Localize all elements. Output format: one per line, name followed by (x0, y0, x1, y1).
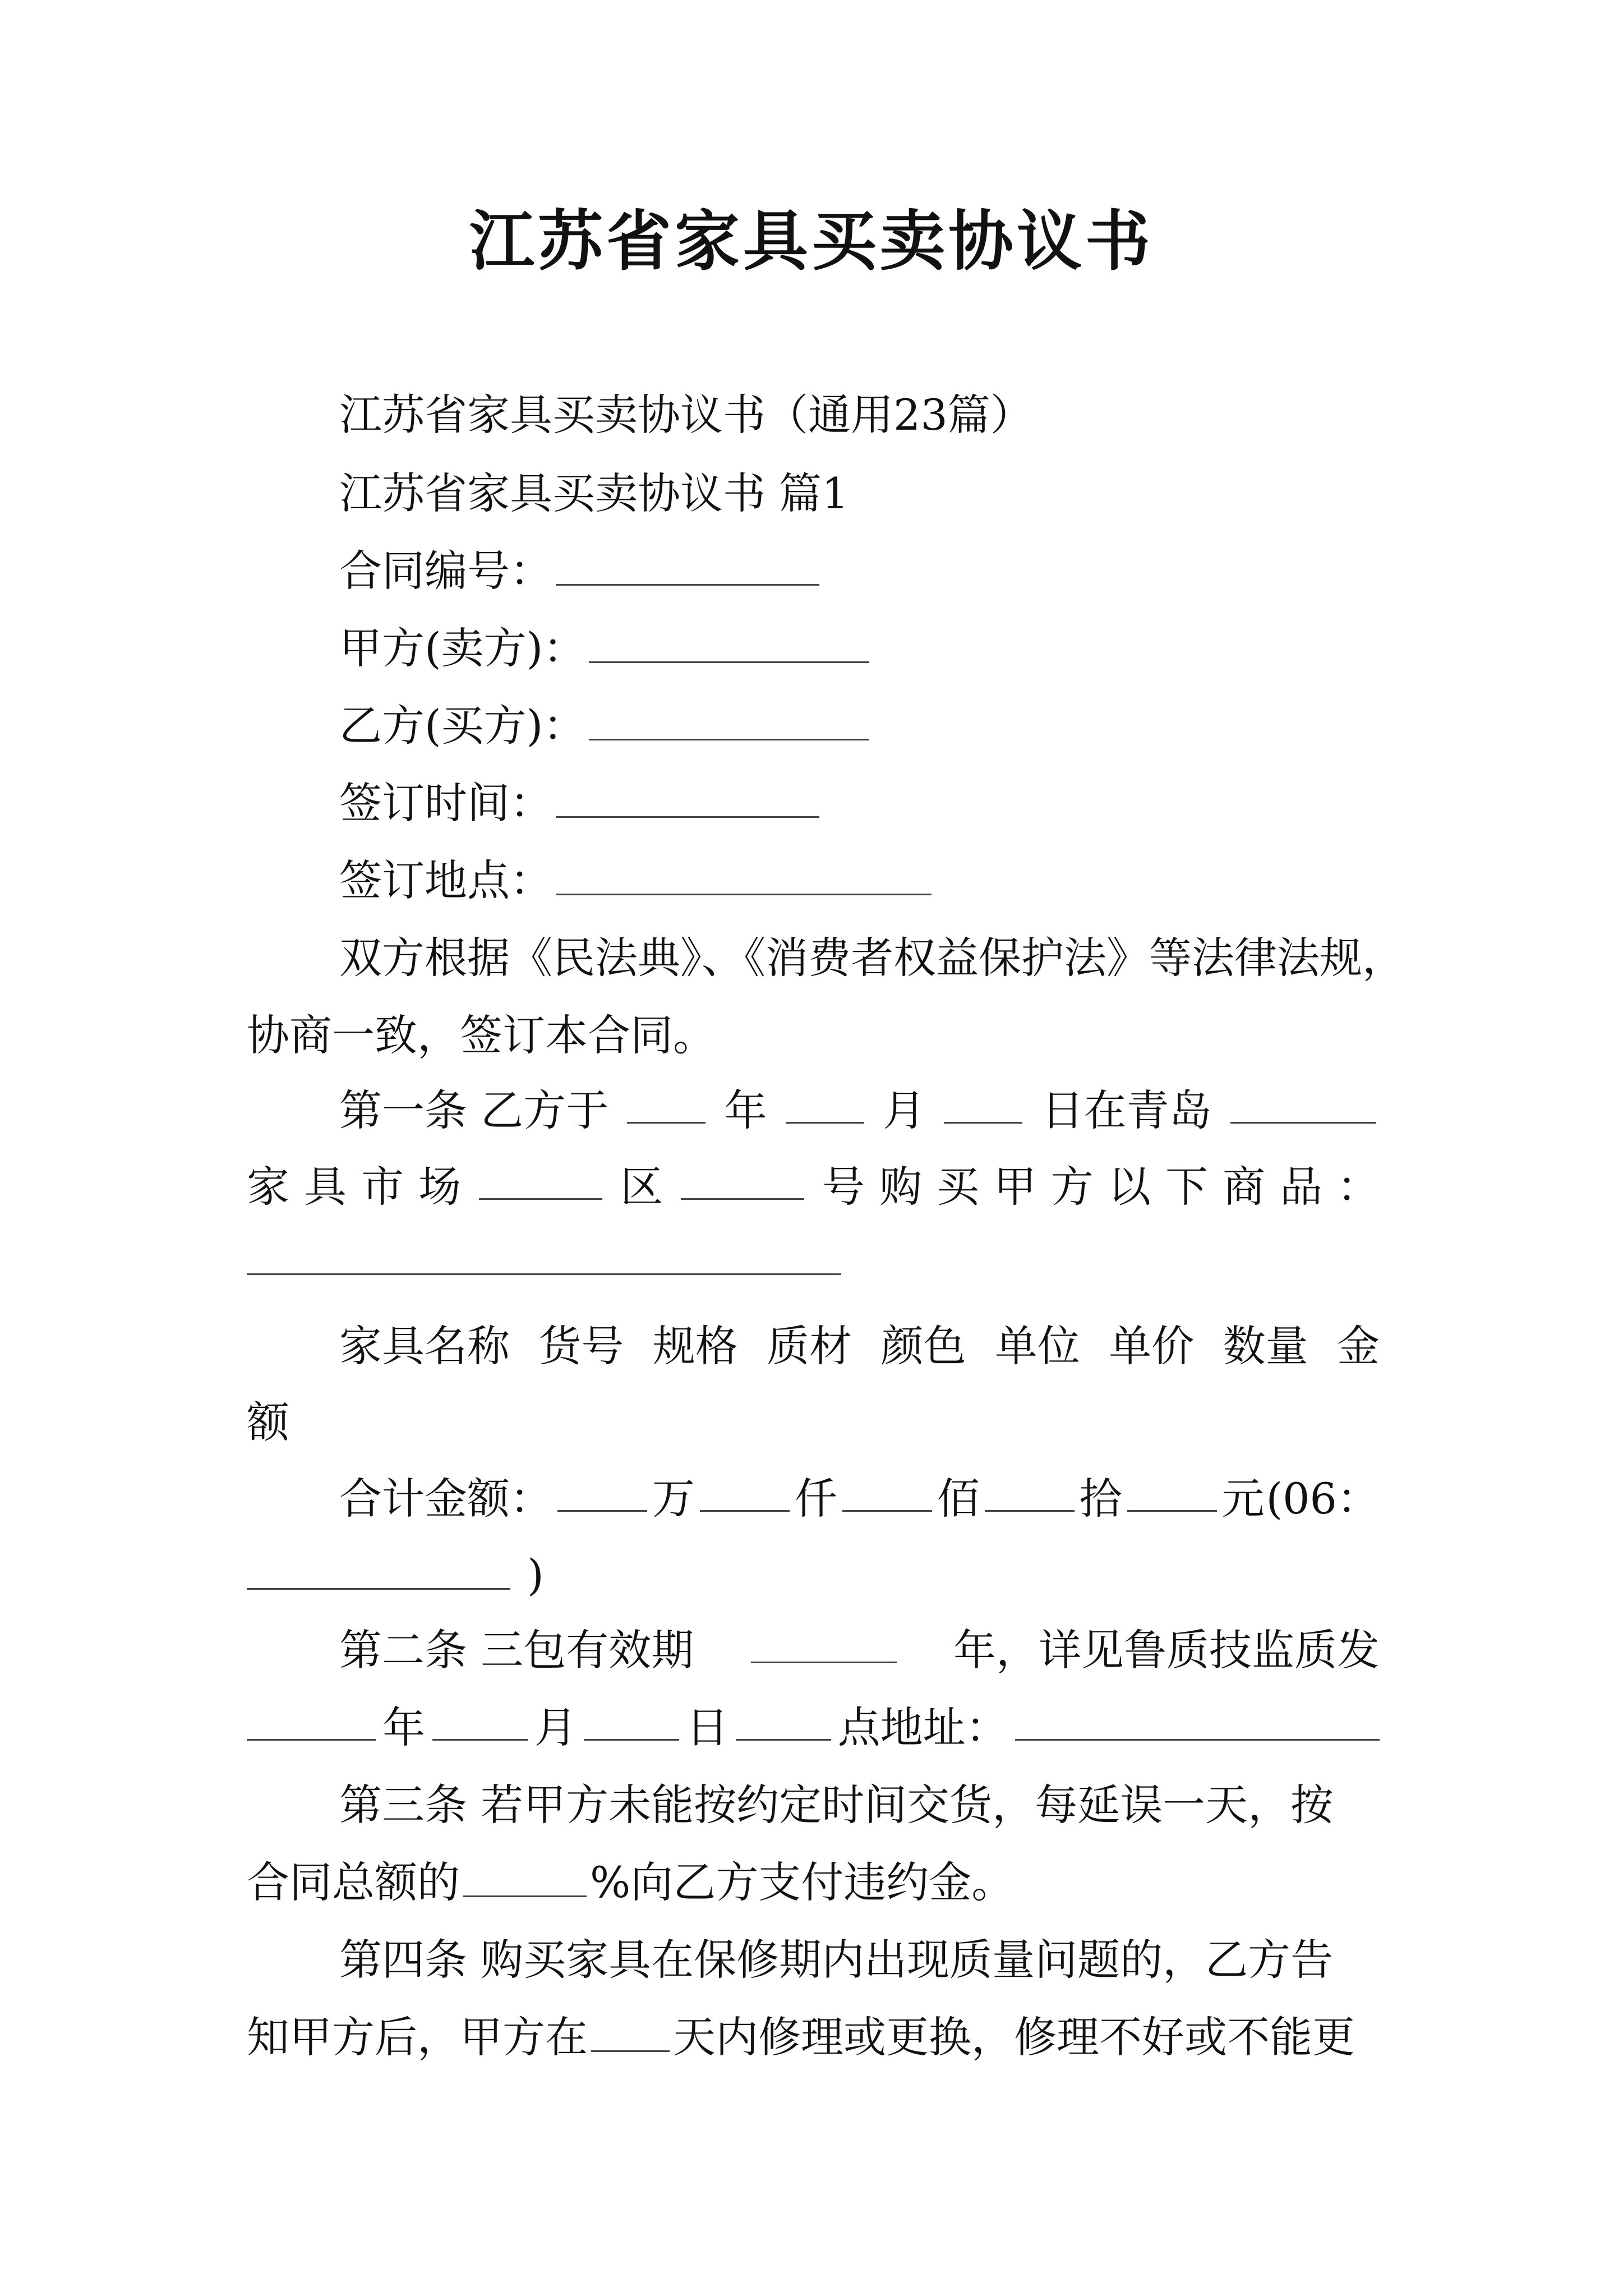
party-a-line (339, 620, 873, 677)
number-blank (681, 1159, 804, 1200)
char: 家 (247, 1162, 289, 1212)
col-qty: 数量 (1223, 1321, 1308, 1371)
char: 区 (620, 1162, 663, 1212)
party-b-blank (589, 700, 869, 740)
article-2-addr: 点地址： (837, 1703, 1008, 1752)
article-1-start: 第一条 乙方于 (339, 1085, 609, 1135)
char: 品 (1280, 1162, 1322, 1212)
sign-time-label: 签订时间： (339, 778, 552, 828)
char: 购 (879, 1162, 922, 1212)
party-a-blank (589, 622, 869, 663)
a2-point-blank (736, 1700, 831, 1741)
col-price: 单价 (1109, 1321, 1195, 1371)
char: 以 (1108, 1162, 1151, 1212)
wan-blank (557, 1471, 647, 1512)
char: 号 (822, 1162, 865, 1212)
article-2-line-1 (339, 1622, 1380, 1678)
char: 下 (1165, 1162, 1208, 1212)
year-blank (627, 1083, 706, 1124)
sign-place-line (339, 853, 935, 909)
article-2-month: 月 (534, 1703, 577, 1752)
article-3-line-2a: 合同总额的 (247, 1857, 460, 1907)
article-3-line-2b: %向乙方支付违约金。 (590, 1857, 1015, 1907)
a2-day-blank (584, 1700, 679, 1741)
article-1-line-1 (339, 1083, 1380, 1139)
sign-time-blank (556, 777, 819, 818)
article-4-line-1: 第四条 购买家具在保修期内出现质量问题的，乙方告 (339, 1935, 1334, 1985)
contract-no-label: 合同编号： (339, 546, 552, 596)
article-2-line-2 (247, 1700, 1380, 1756)
total-wan: 万 (652, 1474, 695, 1524)
sign-time-line (339, 775, 823, 831)
shi-blank (985, 1471, 1075, 1512)
char: 买 (937, 1162, 979, 1212)
party-a-label: 甲方(卖方)： (339, 623, 586, 673)
col-item-no: 货号 (538, 1321, 624, 1371)
document-title: 江苏省家具买卖协议书 (469, 203, 1154, 279)
market-blank (1230, 1083, 1376, 1124)
goods-table-header-wrap: 额 (247, 1397, 289, 1447)
char: 甲 (994, 1162, 1036, 1212)
yuan-blank (1127, 1471, 1217, 1512)
warranty-years-blank (751, 1622, 897, 1663)
zone-blank (479, 1159, 602, 1200)
char: 方 (1051, 1162, 1094, 1212)
col-unit: 单位 (994, 1321, 1080, 1371)
col-name: 家具名称 (339, 1321, 510, 1371)
article-4-line-2 (247, 2009, 1355, 2065)
article-4-line-2b: 天内修理或更换，修理不好或不能更 (673, 2012, 1355, 2062)
contract-no-blank (556, 545, 819, 586)
party-b-line (339, 698, 873, 754)
day-blank (944, 1083, 1022, 1124)
char: ： (1337, 1162, 1380, 1212)
a2-month-blank (432, 1700, 528, 1741)
party-b-label: 乙方(买方)： (339, 701, 586, 751)
repair-days-blank (591, 2011, 670, 2052)
doc-no-blank (247, 1700, 376, 1741)
article-2-day: 日 (686, 1703, 729, 1752)
article-1-day: 日在青岛 (1041, 1085, 1212, 1135)
qian-blank (700, 1471, 790, 1512)
total-amount-line (339, 1471, 1380, 1527)
amount-figure-blank (247, 1549, 510, 1590)
char: 具 (304, 1162, 347, 1212)
article-1-year: 年 (724, 1085, 767, 1135)
col-amount: 金 (1337, 1321, 1380, 1371)
sign-place-blank (556, 854, 932, 895)
total-bai: 佰 (937, 1474, 980, 1524)
goods-blank-line (247, 1273, 841, 1275)
article-3-line-2 (247, 1855, 1014, 1911)
article-2-year: 年 (382, 1703, 426, 1752)
total-paren: (06： (1266, 1474, 1380, 1524)
total-amount-line-2 (247, 1547, 544, 1603)
article-1-month: 月 (883, 1085, 926, 1135)
bai-blank (842, 1471, 932, 1512)
article-4-line-2a: 知甲方后，甲方在 (247, 2012, 588, 2062)
col-spec: 规格 (652, 1321, 738, 1371)
total-close: ) (527, 1550, 544, 1600)
intro-line-2: 协商一致，签订本合同。 (247, 1010, 716, 1060)
col-material: 质材 (767, 1321, 852, 1371)
article-3-line-1: 第三条 若甲方未能按约定时间交货，每延误一天，按 (339, 1780, 1334, 1830)
goods-table-header (339, 1318, 1380, 1374)
total-shi: 拾 (1079, 1474, 1122, 1524)
char: 商 (1223, 1162, 1265, 1212)
article-2-start: 第二条 三包有效期 (339, 1625, 694, 1675)
intro-line-1: 双方根据《民法典》、《消费者权益保护法》等法律法规， (339, 933, 1405, 983)
chapter-heading: 江苏省家具买卖协议书 篇1 (339, 468, 849, 518)
penalty-rate-blank (463, 1856, 587, 1897)
char: 场 (418, 1162, 461, 1212)
article-1-line-2 (247, 1159, 1380, 1215)
month-blank (786, 1083, 864, 1124)
contract-no-line (339, 543, 823, 599)
char: 市 (361, 1162, 404, 1212)
total-label: 合计金额： (339, 1474, 552, 1524)
address-blank (1015, 1700, 1380, 1741)
subtitle: 江苏省家具买卖协议书（通用23篇） (339, 390, 1033, 440)
col-color: 颜色 (880, 1321, 966, 1371)
total-qian: 仟 (794, 1474, 837, 1524)
sign-place-label: 签订地点： (339, 855, 552, 905)
article-2-rest: 年，详见鲁质技监质发 (953, 1625, 1380, 1675)
total-yuan: 元 (1221, 1474, 1265, 1524)
